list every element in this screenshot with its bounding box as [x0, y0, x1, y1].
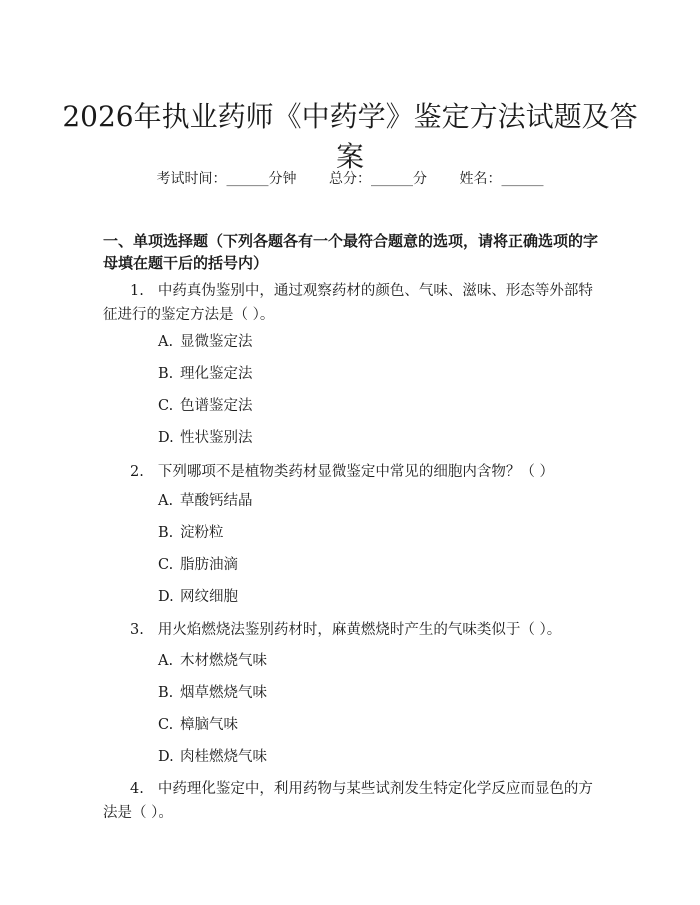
document-title: 2026年执业药师《中药学》鉴定方法试题及答案	[62, 99, 638, 173]
question-text: 下列哪项不是植物类药材显微鉴定中常见的细胞内含物？（ ）	[157, 464, 554, 480]
option-2c: C. 脂肪油滴	[158, 557, 238, 573]
question-text: 用火焰燃烧法鉴别药材时，麻黄燃烧时产生的气味类似于（ ）。	[157, 622, 562, 638]
option-1c: C. 色谱鉴定法	[158, 398, 253, 414]
option-1d: D. 性状鉴别法	[158, 430, 253, 446]
question-4: 4. 中药理化鉴定中，利用药物与某些试剂发生特定化学反应而显色的方法是（ ）。	[103, 781, 593, 821]
option-3b: B. 烟草燃烧气味	[158, 685, 267, 701]
question-text: 中药真伪鉴别中，通过观察药材的颜色、气味、滋味、形态等外部特征进行的鉴定方法是（ ）。	[103, 283, 593, 323]
question-2: 2. 下列哪项不是植物类药材显微鉴定中常见的细胞内含物？（ ）	[130, 464, 554, 480]
total-score-blank: ______	[371, 171, 413, 187]
question-3: 3. 用火焰燃烧法鉴别药材时，麻黄燃烧时产生的气味类似于（ ）。	[130, 622, 562, 638]
student-name-blank: ______	[501, 171, 544, 187]
question-1: 1. 中药真伪鉴别中，通过观察药材的颜色、气味、滋味、形态等外部特征进行的鉴定方法是（ ）。	[103, 283, 593, 323]
total-score: 总分：______分	[329, 171, 427, 187]
option-3c: C. 樟脑气味	[158, 717, 238, 733]
question-text: 中药理化鉴定中，利用药物与某些试剂发生特定化学反应而显色的方法是（ ）。	[103, 781, 593, 821]
option-2a: A. 草酸钙结晶	[158, 493, 253, 509]
option-2d: D. 网纹细胞	[158, 589, 238, 605]
exam-time: 考试时间：______分钟	[156, 171, 297, 187]
option-2b: B. 淀粉粒	[158, 525, 224, 541]
section-heading: 一、单项选择题（下列各题各有一个最符合题意的选项，请将正确选项的字母填在题干后的括号内）	[103, 232, 599, 272]
option-1b: B. 理化鉴定法	[158, 366, 253, 382]
option-3a: A. 木材燃烧气味	[158, 653, 267, 669]
option-1a: A. 显微鉴定法	[158, 334, 253, 350]
exam-time-blank: ______	[226, 171, 269, 187]
exam-info	[0, 168, 700, 188]
student-name: 姓名：______	[459, 171, 544, 187]
option-3d: D. 肉桂燃烧气味	[158, 749, 267, 765]
